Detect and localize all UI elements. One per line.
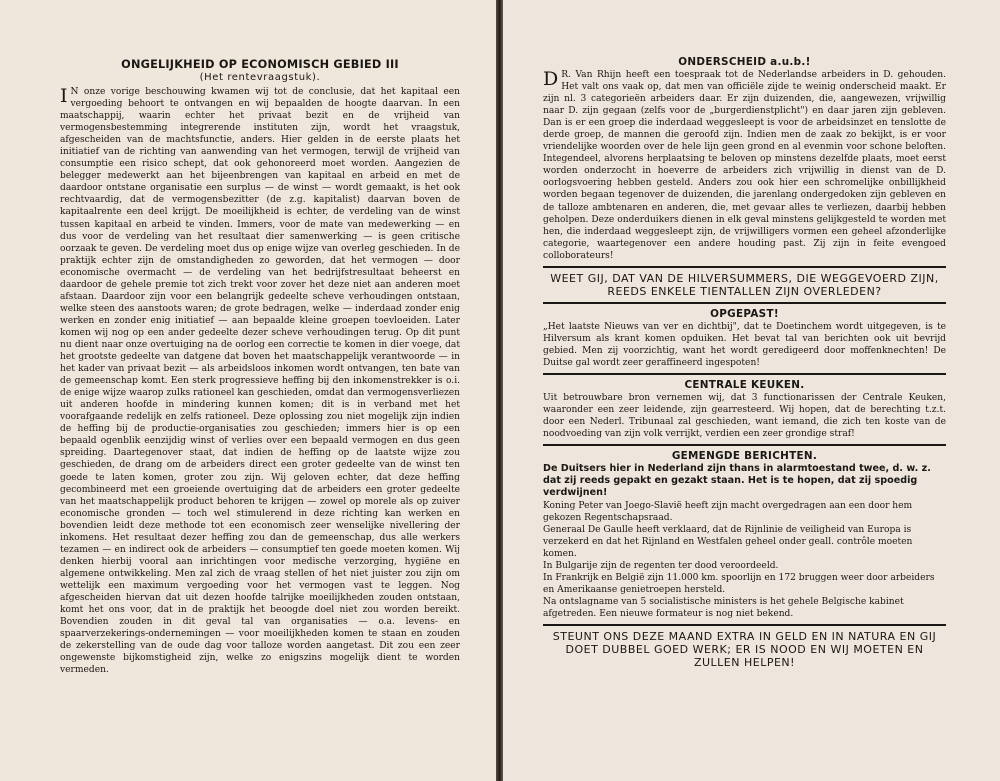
divider (543, 266, 946, 268)
drop-cap: I (60, 85, 68, 107)
news-item: Koning Peter van Joego-Slavië heeft zijn macht overgedragen aan een door hem gekozen Regentschapsraad. (543, 501, 913, 524)
article-subtitle: (Het rentevraagstuk). (199, 72, 321, 83)
article-text: N onze vorige beschouwing kwamen wij tot de conclusie, dat het kapitaal een vergoeding behoort te ontvangen en wij bepaalden de hoogte daarvan. In een maatschappij, waarin echter het privaat bezit en de vrijheid van vermogensbestemming integrerende instituten zijn, wordt het vraagstuk, afgescheiden van de machtsfunctie, anders. Hier gelden in de eerste plaats het initiatief van de richting van aanwending van het vermogen, terwijl de vrijheid van consumptie een risico schept, dat ook gehonoreerd moet worden. Aangezien de belegger medewerkt aan het bijeenbrengen van kapitaal en arbeid en met de daardoor ontstane organisatie een surplus — de winst — wordt gemaakt, is het ook rechtvaardig, dat de vermogensbezitter (de z.g. kapitalist) daarvan boven de kapitaalrente een deel krijgt. De moeilijkheid is echter, de verdeling van de winst tussen kapitaal en arbeid te vinden. Immers, voor de mate van medewerking — en dus voor de verdeling van het resultaat dier samenwerking — is geen critische oorzaak te geven. De verdeling moet dus op enige wijze van overleg geschieden. In de praktijk echter zijn de omstandigheden zo geworden, dat het vermogen — door economische overmacht — de verdeling van het bedrijfstresultaat beheerst en daardoor de gehele premie tot zich trekt voor zover het deze niet aan anderen moet afstaan. Daardoor zijn voor een belangrijk gedeelte scheve verhoudingen ontstaan, welke steen des aanstoots waren; de grote bedragen, welke — inderdaad zonder enig werken en zonder enig initiatief — aan bepaalde kleine groepen toevloeiden. Later komen wij nog op een ander gedeelte dezer scheve verhoudingen terug. Op dit punt nu dient naar onze overtuiging na de oorlog een correctie te komen in dier voege, dat het grootste gedeelte van datgene dat boven het maatschappelijk verantwoorde — in het kader van privaat bezit — als arbeidsloos inkomen wordt ontvangen, ten bate van de gemeenschap komt. Een sterk progressieve heffing bij den inkomenstrekker is o.i. de enige wijze waarop zulks rationeel kan geschieden, omdat dan vermogensverliezen uit anderen hoofde in mindering kunnen komen; dit is in verband met het voorafgaande redelijk en zelfs rationeel. Deze oplossing zou niet mogelijk zijn indien de heffing bij de productie-organisaties zou geschieden; immers hier is op een bepaald ogenblik eenzijdig winst of verlies over een bepaald vermogen en dus geen spreiding. Daartegenover staat, dat indien de heffing op de laatste wijze zou geschieden, de drang om de arbeiders direct een groter gedeelte van de winst ten goede te laten komen, groter zou zijn. Wij geloven echter, dat deze heffing gecombineerd met een groeiende overtuiging dat de arbeiders een groter gedeelte van het maatschappelijk product behoren te krijgen — zowel op morele als op zuiver economische gronden — toch wel stimulerend in deze richting kan werken en bovendien leidt deze methode tot een economisch zeer wenselijke nivellering der inkomens. Het resultaat dezer heffing zou dan de gemeenschap, dus alle werkers tezamen — en indirect ook de arbeiders — consumptief ten goede moeten komen. Wij denken hierbij vooral aan inrichtingen voor medische verzorging, hygiëne en algemene ontwikkeling. Men zal zich de vraag stellen of het niet juister zou zijn om wettelijk een maximum vergoeding voor het vermogen vast te leggen. Nog afgescheiden hiervan dat uit dezen hoofde talrijke moeilijkheden zouden ontstaan, komt het ons voor, dat in de praktijk het beoogde doel niet zou worden bereikt. Bovendien zouden in dit geval tal van organisaties — o.a. levens- en spaarverzekerings-ondernemingen — voor moeilijkheden komen te staan en zouden de zekerstelling van de oude dag voor talloze worden aangetast. Dit zou een zeer ongewenste bijkomstigheid zijn, welke zo enigszins mogelijk dient te worden vermeden. (60, 87, 460, 676)
divider (543, 624, 946, 626)
news-item: Generaal De Gaulle heeft verklaard, dat de Rijnlinie de veiligheid van Europa is verzekerd en dat het Rijnland en Westfalen geheel onder geall. contrôle moeten komen. (543, 525, 913, 560)
news-item: Na ontslagname van 5 socialistische ministers is het gehele Belgische kabinet afgetreden. Een nieuwe formateur is nog niet bekend. (543, 597, 904, 620)
news-headline: De Duitsers hier in Nederland zijn thans in alarmtoestand twee, d. w. z. dat zij reeds gepakt en gezakt staan. Het is te hopen, dat zij spoedig verdwijnen! (543, 463, 931, 499)
section-body-onderscheid (543, 69, 946, 262)
section-title-onderscheid: ONDERSCHEID a.u.b.! (678, 56, 811, 68)
divider (543, 444, 946, 446)
right-column (543, 56, 946, 669)
divider (543, 373, 946, 375)
onderscheid-text: R. Van Rhijn heeft een toespraak tot de Nederlandse arbeiders in D. gehouden. Het valt ons vaak op, dat men van officiële zijde te weinig onderscheid maakt. Er zijn nl. 3 categorieën arbeiders daar. Er zijn duizenden, die, aangewezen, vrijwillig naar D. zijn gegaan (zelfs voor de „burgerdienstplicht") en daar jaren zijn gebleven. Dan is er een groep die inderdaad weggesleept is voor de arbeidsinzet en tenslotte de derde groep, de mannen die geroofd zijn. Indien men de zaak zo bekijkt, is er voor vriendelijke woorden over de hele lijn geen grond en al evenmin voor schone beloften. Integendeel, alvorens herplaatsing te beloven op minstens dezelfde plaats, moet eerst worden onderzocht in hoeverre de arbeiders zich vrijwillig in dienst van de D. oorlogsvoering hebben gesteld. Anders zou ook hier een schromelijke onbillijkheid worden begaan tegenover de duizenden, die jarenlang ondergedoken zijn gebleven en de talloze ambtenaren en anderen, die, met gevaar alles te verliezen, daarbij hebben geholpen. Deze onderduikers dienen in elk geval minstens gelijkgesteld te worden met hen, die inderdaad weggesleept zijn, de vrijwilligers vormen een geheel afzonderlijke categorie, waartegenover een andere houding past. Zij zijn in feite evengoed colloborateurs! (543, 70, 946, 261)
drop-cap-d: D (543, 68, 559, 90)
news-item: In Bulgarije zijn de regenten ter dood veroordeeld. (543, 561, 779, 572)
news-item: In Frankrijk en België zijn 11.000 km. spoorlijn en 172 bruggen weer door arbeiders en Amerikaanse genietroepen hersteld. (543, 573, 935, 596)
divider (543, 302, 946, 304)
page-spine (496, 0, 503, 781)
notice-support: STEUNT ONS DEZE MAAND EXTRA IN GELD EN IN NATURA EN GIJ DOET DUBBEL GOED WERK; ER IS NOOD EN WIJ MOETEN EN ZULLEN HELPEN! (552, 630, 937, 670)
section-body-opgepast: „Het laatste Nieuws van ver en dichtbij", dat te Doetinchem wordt uitgegeven, is te Hilversum als krant komen opduiken. Het bevat tal van berichten ook uit bevrijd gebied. Men zij voorzichtig, want het wordt geredigeerd door moffenknechten! De Duitse gal wordt zeer geraffineerd ingespoten! (543, 321, 946, 368)
left-column (60, 58, 460, 676)
section-title-gemengde-berichten: GEMENGDE BERICHTEN. (671, 450, 818, 463)
section-title-opgepast: OPGEPAST! (710, 307, 779, 320)
section-body-centrale-keuken: Uit betrouwbare bron vernemen wij, dat 3 functionarissen der Centrale Keuken, waaronder een zeer leidende, zijn gearresteerd. Wij hopen, dat de berechting t.z.t. door een Nederl. Tribunaal zal geschieden, want iemand, die zich ten koste van de noodvoeding van zijn volk verrijkt, verdien een zeer grondige straf! (543, 392, 946, 440)
notice-hilversummers: WEET GIJ, DAT VAN DE HILVERSUMMERS, DIE WEGGEVOERD ZIJN, REEDS ENKELE TIENTALLEN ZIJN OVERLEDEN? (550, 271, 939, 298)
section-title-centrale-keuken: CENTRALE KEUKEN. (684, 378, 805, 391)
article-title: ONGELIJKHEID OP ECONOMISCH GEBIED III (121, 58, 399, 71)
article-body (60, 86, 460, 676)
